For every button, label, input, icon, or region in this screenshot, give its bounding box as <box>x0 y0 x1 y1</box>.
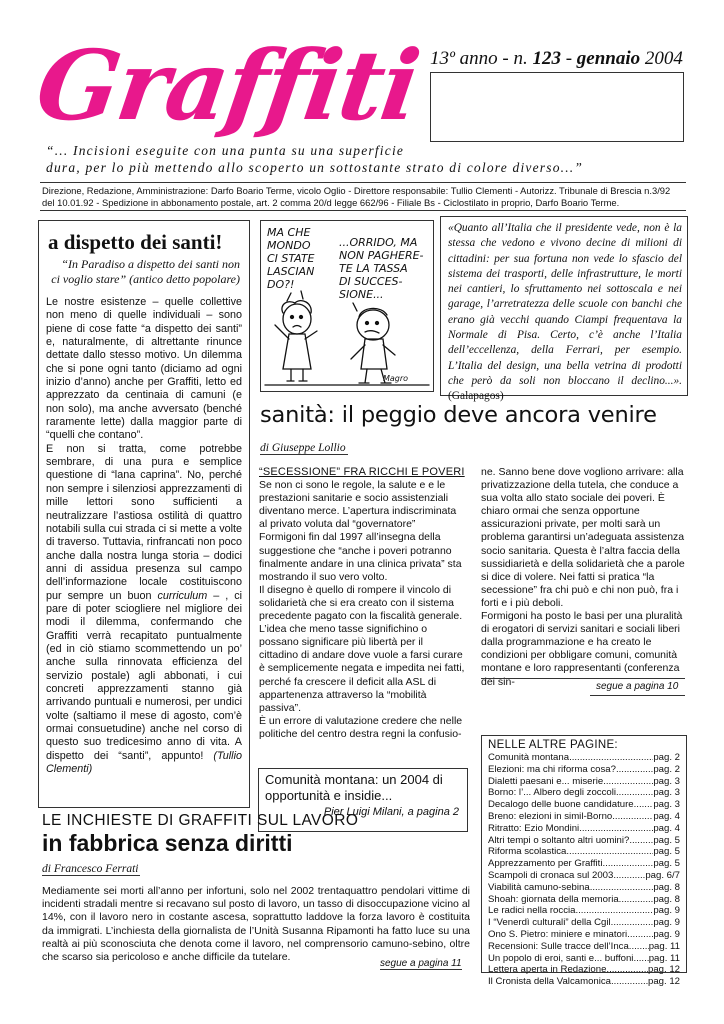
inside-pages-item[interactable] <box>488 917 680 929</box>
bubble1-line: CI STATE <box>267 252 315 265</box>
divider <box>590 695 685 696</box>
inside-pages-item[interactable] <box>488 882 680 894</box>
inside-item-label: Lettera aperta in Redazione <box>488 964 607 976</box>
quote-source: (Galapagos) <box>448 390 504 403</box>
inside-item-page: pag. 9 <box>653 928 680 940</box>
cartoon <box>260 220 434 392</box>
leader-dots <box>566 846 653 858</box>
masthead-logo: Graffiti <box>30 29 425 142</box>
divider <box>40 182 686 183</box>
inside-item-page: pag. 5 <box>653 846 680 858</box>
inside-item-label: Il Cronista della Valcamonica <box>488 976 611 988</box>
inside-item-page: pag. 2 <box>653 752 680 763</box>
inside-item-page: pag. 8 <box>653 881 680 893</box>
inside-pages-item[interactable] <box>488 858 680 870</box>
article-sanita-continue[interactable]: segue a pagina 10 <box>596 681 679 692</box>
inside-item-label: Scampoli di cronaca sul 2003 <box>488 869 614 881</box>
inside-pages-title: NELLE ALTRE PAGINE: <box>488 739 618 751</box>
inside-item-page: pag. 12 <box>647 964 680 976</box>
inside-pages-list <box>482 752 686 988</box>
inside-pages-item[interactable] <box>488 870 680 882</box>
paragraph: Se non ci sono le regole, la salute e e le prestazioni sanitarie e socio assistenziali diventano merce. L’apertura indiscriminata al privato voluta dal “governatore” Formigoni fin dal 1997 all’insegna della suggestione che “anche i poveri potranno finalmente andare in una clinica privata” sta mostrando il suo vero volto. <box>259 479 462 583</box>
leader-dots <box>613 870 645 882</box>
inchieste-continue[interactable]: segue a pagina 11 <box>380 958 462 969</box>
inside-pages-item[interactable] <box>488 929 680 941</box>
leader-dots <box>579 823 653 835</box>
comunita-montana-title: Comunità montana: un 2004 di opportunità e insidie... <box>265 772 443 803</box>
inside-item-label: Shoah: giornata della memoria <box>488 893 619 905</box>
inside-item-page: pag. 11 <box>648 952 680 964</box>
leader-dots <box>616 764 653 776</box>
inside-item-page: pag. 5 <box>653 834 680 846</box>
leader-dots <box>627 929 653 941</box>
inside-item-label: Riforma scolastica <box>488 846 567 858</box>
inchieste-byline: di Francesco Ferrati <box>42 863 139 875</box>
leader-dots <box>602 858 653 870</box>
inside-item-label: Recensioni: Sulle tracce dell’Inca <box>488 940 629 952</box>
inside-item-label: Altri tempi o soltanto altri uomini? <box>488 834 630 846</box>
bubble1-line: MA CHE <box>267 226 311 239</box>
inside-item-label: Un popolo di eroi, santi e... buffoni <box>488 952 634 964</box>
inchieste-title: in fabbrica senza diritti <box>42 830 293 856</box>
inside-item-page: pag. 12 <box>647 976 680 988</box>
bubble1-line: LASCIAN <box>267 265 315 278</box>
leader-dots <box>606 964 648 976</box>
inside-item-page: pag. 8 <box>653 893 680 905</box>
leader-dots <box>575 905 653 917</box>
leader-dots <box>569 752 653 764</box>
inside-item-page: pag. 9 <box>653 917 680 929</box>
inside-pages-box <box>481 735 687 988</box>
leader-dots <box>616 787 653 799</box>
leader-dots <box>629 941 649 953</box>
editorial-title: a dispetto dei santi! <box>48 230 223 254</box>
bubble1-line: DO?! <box>267 278 295 291</box>
inside-item-page: pag. 9 <box>653 905 680 917</box>
inside-pages-item[interactable] <box>488 846 680 858</box>
bubble2-line: ...ORRIDO, MA <box>339 236 418 249</box>
inside-item-label: Breno: elezioni in simil-Borno <box>488 810 613 822</box>
inside-pages-item[interactable] <box>488 823 680 835</box>
inside-pages-item[interactable] <box>488 953 680 965</box>
inside-item-page: pag. 3 <box>653 775 680 787</box>
leader-dots <box>633 953 648 965</box>
paragraph: È un errore di valutazione credere che nelle politiche del centro destra regni la confusio- <box>259 714 463 740</box>
inside-item-label: Le radici nella roccia <box>488 905 576 917</box>
divider <box>40 210 686 211</box>
leader-dots <box>590 882 654 894</box>
quote-text: «Quanto all’Italia che il presidente vede, non è la stessa che vedono e vivono decine di milioni di cittadini: per sua fortuna non vede lo sfascio del sistema dei trasporti, delle infrastrutture, le morti nei cantieri, lo sfruttamento nei sottoscala e nei garage, l’arretratezza delle scuole con banchi che erano già vecchi quando Ciampi frequentava la Normale di Pisa. Certo, c’è anche l’Italia dell’eccellenza, della Ferrari, per esempio. L’Italia del design, una bella vetrina di prodotti che però da soli non bloccano il declino...». (Galapagos) <box>448 222 682 403</box>
inside-pages-item[interactable] <box>488 764 680 776</box>
inside-item-label: Decalogo delle buone candidature <box>488 799 634 811</box>
inside-pages-item[interactable] <box>488 811 680 823</box>
inside-pages-item[interactable] <box>488 752 680 764</box>
article-sanita-byline: di Giuseppe Lollio <box>260 442 346 454</box>
leader-dots <box>603 776 653 788</box>
inside-item-label: Ono S. Pietro: miniere e minatori <box>488 928 628 940</box>
article-sanita-kicker: “SECESSIONE” FRA RICCHI E POVERI <box>259 466 465 478</box>
leader-dots <box>619 894 654 906</box>
inchieste-body: Mediamente sei morti all’anno per infortuni, solo nel 2002 trentaquattro pendolari vittime di incidenti stradali mentre si recavano sul posto di lavoro, un tasso di disoccupazione vicino al 14%, con il lavoro nero in costante ascesa, soprattutto laddove la forza lavoro è costituita da immigrati. L’inchiesta della giornalista de l’Unità Susanna Ripamonti ha fatto luce su una realtà ai più sconosciuta che denota come il lavoro, nel comprensorio camuno-sebino, oltre che scarso sia pericoloso e anche difficile da tutelare. <box>42 885 470 964</box>
leader-dots <box>611 976 648 988</box>
cartoon-signature: Magro <box>383 374 409 383</box>
inside-pages-item[interactable] <box>488 894 680 906</box>
paragraph: Le nostre esistenze – quelle collettive non meno di quelle individuali – sono piene di cose fatte “a dispetto dei santi” e, naturalmente, di altrettante rinunce dettate dallo stesso motivo. Un dilemma che si pone ogni tanto (diciamo ad ogni inizio d’anno) anche per Graffiti, letto ed apprezzato da centinaia di camuni (e non solo), ma anche avversato (benché raramente lette) dalla maggior parte di “quelli che contano”. <box>46 296 242 442</box>
inside-item-label: Dialetti paesani e... miserie <box>488 775 604 787</box>
paragraph: Il disegno è quello di rompere il vincolo di solidarietà che si era creato con il sistema precedente pagato con la fiscalità generale. L’idea che meno tasse significhino o possano significare più libertà per il cittadino di andare dove vuole a farsi curare è semplicemente negata e impedita nei fatti, perché fa crescere il deficit alla ASL di appartenenza attraverso la “mobilità passiva”. <box>259 583 465 714</box>
inside-item-page: pag. 3 <box>653 799 680 811</box>
inside-pages-item[interactable] <box>488 776 680 788</box>
inside-pages-item[interactable] <box>488 964 680 976</box>
article-sanita-col-b <box>481 466 685 689</box>
cartoon-drawing <box>261 221 433 391</box>
inside-item-label: Elezioni: ma chi riforma cosa? <box>488 763 616 775</box>
article-sanita-title: sanità: il peggio deve ancora venire <box>260 402 657 428</box>
bubble2-line: TE LA TASSA <box>339 262 408 275</box>
inchieste-kicker: LE INCHIESTE DI GRAFFITI SUL LAVORO <box>42 812 359 829</box>
inside-item-page: pag. 4 <box>653 810 680 822</box>
bubble2-line: DI SUCCES- <box>339 275 403 288</box>
inside-item-page: pag. 5 <box>653 858 680 870</box>
inside-item-page: pag. 2 <box>653 763 680 775</box>
paragraph: E non si tratta, come potrebbe sembrare, di una pura e semplice questione di “lana caprina”. No, perché non sempre i silenziosi apprezzamenti di mille lettori sono sufficienti a neutralizzare l’astiosa ostilità di quattro notabili sulla cui strada ci si mette a volte di traverso. Tuttavia, rinfrancati non poco anche dalla nostra lunga storia – dodici anni di assidua presenza sul campo dell’informazione locale costituiscono pur sempre un buon curriculum – , ci pare di poter sciogliere nel migliore dei modi il dilemma, confermando che Graffiti verrà recapitato puntualmente (ed in ciò stiamo scommettendo un po’ anche sulla rinnovata efficienza del servizio postale) agli abbonati, i cui concreti apprezzamenti stanno già arrivando puntuali e numerosi, per undici volte (saltiamo il mese di agosto, com’è ormai consuetudine) anche nel corso di questo suo tredicesimo anno di vita. A dispetto dei “santi”, appunto! (Tullio Clementi) <box>46 442 242 776</box>
editorial-body <box>46 296 242 776</box>
leader-dots <box>612 811 653 823</box>
divider <box>481 678 685 679</box>
inside-pages-item[interactable] <box>488 976 680 988</box>
inside-item-label: Borno: l’... Albero degli zoccoli <box>488 787 616 799</box>
article-sanita-col-a <box>259 466 465 741</box>
bubble1-line: MONDO <box>267 239 311 252</box>
leader-dots <box>634 799 654 811</box>
editorial-quote: “In Paradiso a dispetto dei santi non ci voglio stare” (antico detto popolare) <box>51 257 240 286</box>
comunita-montana-ref[interactable]: Pier Luigi Milani, a pagina 2 <box>323 806 459 818</box>
inside-item-label: Apprezzamento per Graffiti <box>488 858 603 870</box>
editorial-signature: (Tullio Clementi) <box>46 749 242 776</box>
inside-item-label: I “Venerdì culturali” della Cgil <box>488 917 611 929</box>
colophon: Direzione, Redazione, Amministrazione: Darfo Boario Terme, vicolo Oglio - Direttore responsabile: Tullio Clementi - Autorizz. Tribunale di Brescia n.3/92 del 10.01.92 - Spedizione in abbonamento postale, art. 2 comma 20/d legge 662/96 - Filiale Bs - Ciclostilato in proprio, Darfo Boario Terme. <box>42 185 671 208</box>
leader-dots <box>611 917 654 929</box>
inside-pages-item[interactable] <box>488 799 680 811</box>
bubble2-line: NON PAGHERE- <box>339 249 424 262</box>
bubble2-line: SIONE... <box>339 288 384 301</box>
address-box <box>430 72 684 142</box>
inside-item-page: pag. 11 <box>648 940 680 952</box>
masthead-subtitle: “... Incisioni eseguite con una punta su una superficie dura, per lo più mettendo allo scoperto un sottostante strato di colore diverso...” <box>46 143 584 175</box>
inside-item-label: Comunità montana <box>488 752 570 763</box>
issue-info: 13º anno - n. 123 - gennaio 2004 <box>430 48 683 69</box>
inside-item-page: pag. 4 <box>653 822 680 834</box>
inside-item-page: pag. 6/7 <box>645 869 680 881</box>
inside-pages-item[interactable] <box>488 835 680 847</box>
inside-pages-item[interactable] <box>488 905 680 917</box>
inside-pages-item[interactable] <box>488 941 680 953</box>
paragraph: Formigoni ha posto le basi per una pluralità di erogatori di servizi sanitari e sociali liberi dalla programmazione e ha creato le condizioni per obbligare comuni, comunità montane e loro rappresentanti (conferenza dei sin- <box>481 610 683 688</box>
inside-pages-item[interactable] <box>488 787 680 799</box>
leader-dots <box>629 835 653 847</box>
inside-item-label: Ritratto: Ezio Mondini <box>488 822 580 834</box>
inside-item-label: Viabilità camuno-sebina <box>488 881 590 893</box>
inside-item-page: pag. 3 <box>653 787 680 799</box>
paragraph: ne. Sanno bene dove vogliono arrivare: alla privatizzazione della tutela, che conduce a sua volta allo stato sociale dei poveri. È chiaro ormai che senza opportune assicurazioni private, per molti sarà un problema garantirsi un’adeguata assistenza socio sanitaria. Questa è l’altra faccia della sussidiarietà e della solidarietà che a parole si dice di volere. Nei fatti si pratica “la secessione” fra chi può e chi non può, fra i forti e i più deboli. <box>481 466 685 609</box>
